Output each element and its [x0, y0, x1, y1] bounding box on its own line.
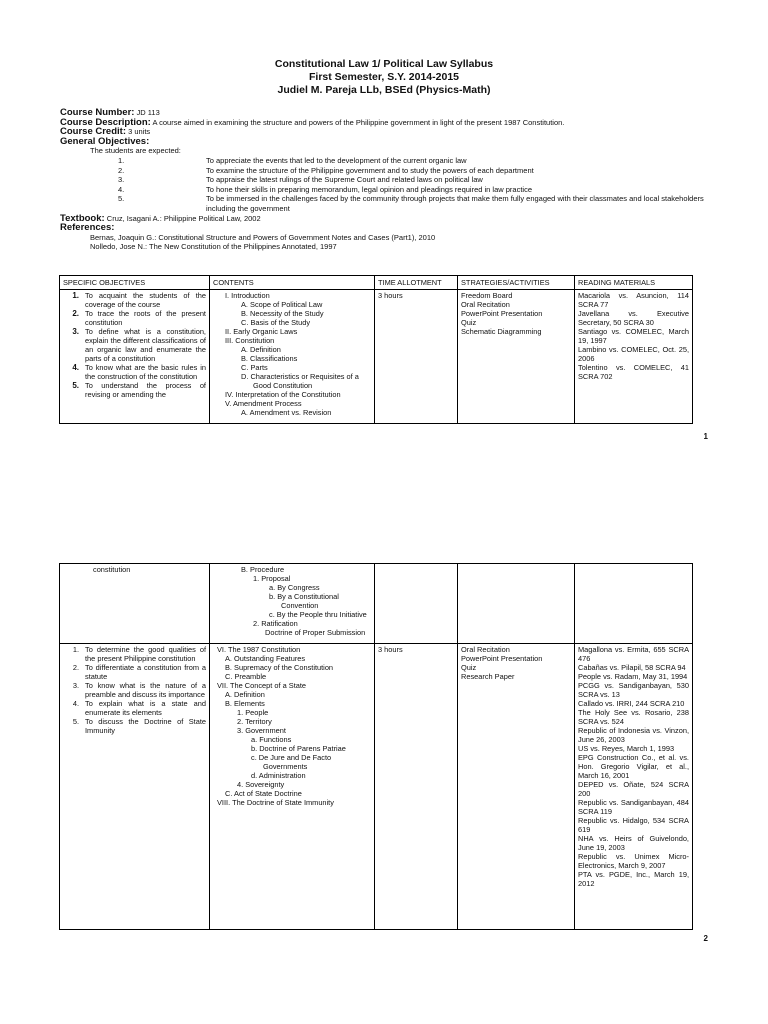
objective-text: To examine the structure of the Philippine government and to study the powers of each department — [206, 165, 534, 175]
objective-number: 4. — [118, 184, 125, 194]
objective-text: To discuss the Doctrine of State Immunity — [85, 717, 206, 735]
strategy-item: Quiz — [461, 663, 477, 672]
objective-text: To know what is the nature of a preamble and discuss its importance — [85, 681, 206, 699]
general-objective-item — [60, 166, 710, 176]
content-line: IV. Interpretation of the Constitution — [225, 390, 341, 399]
content-line: d. Administration — [251, 771, 306, 780]
strategy-item: Schematic Diagramming — [461, 327, 542, 336]
objective-number: 2. — [72, 663, 79, 672]
content-line: C. Act of State Doctrine — [225, 789, 302, 798]
content-line: 4. Sovereignty — [237, 780, 285, 789]
references-label: References: — [60, 222, 115, 234]
course-info — [60, 108, 710, 252]
objective-item — [63, 717, 206, 735]
objective-text: To define what is a constitution, explain the different classifications of an organic law and enumerate the parts of a constitution — [85, 327, 206, 363]
strategy-item: Research Paper — [461, 672, 515, 681]
reading-material-item: Cabañas vs. Pilapil, 58 SCRA 94 — [578, 663, 686, 672]
objectives-cell — [60, 290, 210, 424]
header-contents: CONTENTS — [210, 276, 375, 290]
content-line: B. Necessity of the Study — [241, 309, 324, 318]
table-row — [60, 644, 693, 930]
content-line: A. Outstanding Features — [225, 654, 306, 663]
objective-item — [63, 363, 206, 381]
reading-material-item: Republic of Indonesia vs. Vinzon, June 26, 2003 — [578, 726, 689, 744]
objective-number: 5. — [72, 717, 79, 726]
table-row — [60, 290, 693, 424]
content-line: B. Supremacy of the Constitution — [225, 663, 334, 672]
reading-material-item: PCGG vs. Sandiganbayan, 530 SCRA vs. 13 — [578, 681, 689, 699]
objective-text: To know what are the basic rules in the construction of the constitution — [85, 363, 206, 381]
page-2 — [0, 563, 768, 1024]
objective-item — [63, 681, 206, 699]
strategies-cell — [458, 564, 575, 644]
objective-text: To explain what is a state and enumerate its elements — [85, 699, 206, 717]
textbook: Cruz, Isagani A.: Philippine Political Law, 2002 — [106, 213, 261, 223]
objective-text: To hone their skills in preparing memorandum, legal opinion and pleadings required in law practice — [206, 184, 533, 194]
strategy-item: PowerPoint Presentation — [461, 654, 543, 663]
content-line: A. Amendment vs. Revision — [241, 408, 332, 417]
content-line: A. Definition — [225, 690, 265, 699]
objective-item — [63, 663, 206, 681]
header-time-allotment: TIME ALLOTMENT — [375, 276, 458, 290]
objective-text: To appraise the latest rulings of the Supreme Court and related laws on political law — [206, 175, 483, 185]
reading-material-item: EPG Construction Co., et al. vs. Hon. Gregorio Vigilar, et al., March 16, 2001 — [578, 753, 689, 780]
page-number: 1 — [703, 432, 708, 441]
content-line: B. Classifications — [241, 354, 298, 363]
reading-material-item: People vs. Radam, May 31, 1994 — [578, 672, 688, 681]
reading-material-item: NHA vs. Heirs of Guivelondo, June 19, 2003 — [578, 834, 689, 852]
content-line: I. Introduction — [225, 291, 270, 300]
course-credit: 3 units — [128, 127, 151, 137]
strategy-item: PowerPoint Presentation — [461, 309, 543, 318]
objective-item — [63, 291, 206, 309]
reading-material-item: DEPED vs. Oñate, 524 SCRA 200 — [578, 780, 689, 798]
materials-cell — [575, 564, 693, 644]
contents-cell — [210, 564, 375, 644]
content-line: V. Amendment Process — [225, 399, 302, 408]
content-line: Good Constitution — [253, 381, 313, 390]
objective-continuation: constitution — [93, 565, 131, 574]
strategy-item: Freedom Board — [461, 291, 513, 300]
objective-number: 5. — [72, 381, 79, 390]
header-reading-materials: READING MATERIALS — [575, 276, 693, 290]
reading-material-item: Republic vs. Hidalgo, 534 SCRA 619 — [578, 816, 689, 834]
course-credit-label: Course Credit: — [60, 126, 126, 138]
objective-item — [63, 645, 206, 663]
content-line: Governments — [263, 762, 308, 771]
objective-number: 3. — [118, 175, 125, 185]
reading-material-item: US vs. Reyes, March 1, 1993 — [578, 744, 675, 753]
materials-cell — [575, 644, 693, 930]
strategies-cell — [458, 644, 575, 930]
course-number-label: Course Number: — [60, 107, 135, 118]
time-cell — [375, 564, 458, 644]
content-line: VIII. The Doctrine of State Immunity — [217, 798, 334, 807]
content-line: II. Early Organic Laws — [225, 327, 298, 336]
content-line: B. Elements — [225, 699, 265, 708]
reading-material-item: Magallona vs. Ermita, 655 SCRA 476 — [578, 645, 689, 663]
reading-material-item: Tolentino vs. COMELEC, 41 SCRA 702 — [578, 363, 689, 381]
general-objectives-label: General Objectives: — [60, 135, 150, 147]
objective-text: To trace the roots of the present constitution — [85, 309, 206, 327]
course-description-label: Course Description: — [60, 116, 151, 128]
content-line: VII. The Concept of a State — [217, 681, 307, 690]
objective-item — [63, 309, 206, 327]
reading-material-item: Santiago vs. COMELEC, March 19, 1997 — [578, 327, 689, 345]
students-expected: The students are expected: — [90, 146, 181, 156]
objective-text: To differentiate a constitution from a statute — [85, 663, 206, 681]
strategies-cell — [458, 290, 575, 424]
reading-material-item: Callado vs. IRRI, 244 SCRA 210 — [578, 699, 685, 708]
table-header-row — [60, 276, 693, 290]
content-line: b. By a Constitutional — [269, 592, 339, 601]
objective-text: To appreciate the events that led to the development of the current organic law — [206, 155, 467, 165]
content-line: C. Preamble — [225, 672, 267, 681]
table-row — [60, 564, 693, 644]
objective-number: 4. — [72, 363, 79, 372]
objective-item — [63, 699, 206, 717]
objective-number: 2. — [72, 309, 79, 318]
content-line: a. By Congress — [269, 583, 320, 592]
syllabus-table-page-1 — [59, 275, 693, 424]
page-number: 2 — [703, 934, 708, 943]
objective-number: 5. — [118, 194, 125, 204]
content-line: b. Doctrine of Parens Patriae — [251, 744, 346, 753]
objective-number: 1. — [72, 645, 79, 654]
syllabus-title: Constitutional Law 1/ Political Law Syllabus — [274, 58, 494, 70]
semester-line: First Semester, S.Y. 2014-2015 — [308, 71, 459, 83]
contents-cell — [210, 290, 375, 424]
content-line: B. Procedure — [241, 565, 285, 574]
objective-text: To acquaint the students of the coverage of the course — [85, 291, 206, 309]
time-cell: 3 hours — [375, 644, 458, 930]
header-specific-objectives: SPECIFIC OBJECTIVES — [60, 276, 210, 290]
reading-material-item: Javellana vs. Executive Secretary, 50 SCRA 30 — [578, 309, 689, 327]
time-cell: 3 hours — [375, 290, 458, 424]
reading-material-item: PTA vs. PGDE, Inc., March 19, 2012 — [578, 870, 689, 888]
reading-material-item: Republic vs. Unimex Micro-Electronics, March 9, 2007 — [578, 852, 689, 870]
content-line: C. Parts — [241, 363, 268, 372]
strategy-item: Oral Recitation — [461, 645, 510, 654]
objective-number: 3. — [72, 327, 79, 336]
objectives-cell — [60, 644, 210, 930]
objective-text: To understand the process of revising or amending the — [85, 381, 206, 399]
reading-material-item: Macariola vs. Asuncion, 114 SCRA 77 — [578, 291, 689, 309]
course-description: A course aimed in examining the structure and powers of the Philippine government in light of the present 1987 Constitution. — [152, 117, 565, 127]
content-line: c. De Jure and De Facto — [251, 753, 332, 762]
page-1 — [0, 0, 768, 450]
content-line: A. Definition — [241, 345, 281, 354]
objective-text: To be immersed in the challenges faced by the community through projects that make them fully engaged with their classmates and local stakeholders including the government — [206, 194, 704, 213]
content-line: a. Functions — [251, 735, 292, 744]
reference-item: Nolledo, Jose N.: The New Constitution of the Philippines Annotated, 1997 — [90, 242, 337, 252]
instructor-line: Judiel M. Pareja LLb, BSEd (Physics-Math) — [277, 84, 491, 96]
general-objective-item — [60, 194, 710, 213]
content-line: Convention — [281, 601, 319, 610]
objective-number: 1. — [72, 291, 79, 300]
objective-item — [63, 381, 206, 399]
strategy-item: Oral Recitation — [461, 300, 510, 309]
content-line: c. By the People thru Initiative — [269, 610, 367, 619]
content-line: A. Scope of Political Law — [241, 300, 323, 309]
reading-material-item: The Holy See vs. Rosario, 238 SCRA vs. 524 — [578, 708, 689, 726]
content-line: 2. Territory — [237, 717, 272, 726]
content-line: C. Basis of the Study — [241, 318, 311, 327]
textbook-label: Textbook: — [60, 212, 105, 224]
syllabus-table-page-2 — [59, 563, 693, 930]
content-line: Doctrine of Proper Submission — [265, 628, 366, 637]
header-strategies: STRATEGIES/ACTIVITIES — [458, 276, 575, 290]
objectives-cell — [60, 564, 210, 644]
reference-item: Bernas, Joaquin G.: Constitutional Structure and Powers of Government Notes and Cases (Part1), 2010 — [90, 232, 436, 242]
content-line: VI. The 1987 Constitution — [217, 645, 301, 654]
reading-material-item: Republic vs. Sandiganbayan, 484 SCRA 119 — [578, 798, 689, 816]
general-objectives-list — [60, 156, 710, 214]
objective-number: 2. — [118, 165, 125, 175]
objective-item — [63, 327, 206, 363]
strategy-item: Quiz — [461, 318, 477, 327]
contents-cell — [210, 644, 375, 930]
objective-number: 4. — [72, 699, 79, 708]
course-number: JD 113 — [136, 108, 160, 117]
general-objective-item — [60, 156, 710, 166]
content-line: 1. People — [237, 708, 269, 717]
objective-number: 1. — [118, 155, 125, 165]
content-line: 2. Ratification — [253, 619, 298, 628]
general-objective-item — [60, 175, 710, 185]
content-line: 1. Proposal — [253, 574, 291, 583]
general-objective-item — [60, 185, 710, 195]
objective-number: 3. — [72, 681, 79, 690]
content-line: III. Constitution — [225, 336, 275, 345]
objective-text: To determine the good qualities of the present Philippine constitution — [85, 645, 206, 663]
content-line: 3. Government — [237, 726, 286, 735]
reading-material-item: Lambino vs. COMELEC, Oct. 25, 2006 — [578, 345, 689, 363]
content-line: D. Characteristics or Requisites of a — [241, 372, 359, 381]
materials-cell — [575, 290, 693, 424]
